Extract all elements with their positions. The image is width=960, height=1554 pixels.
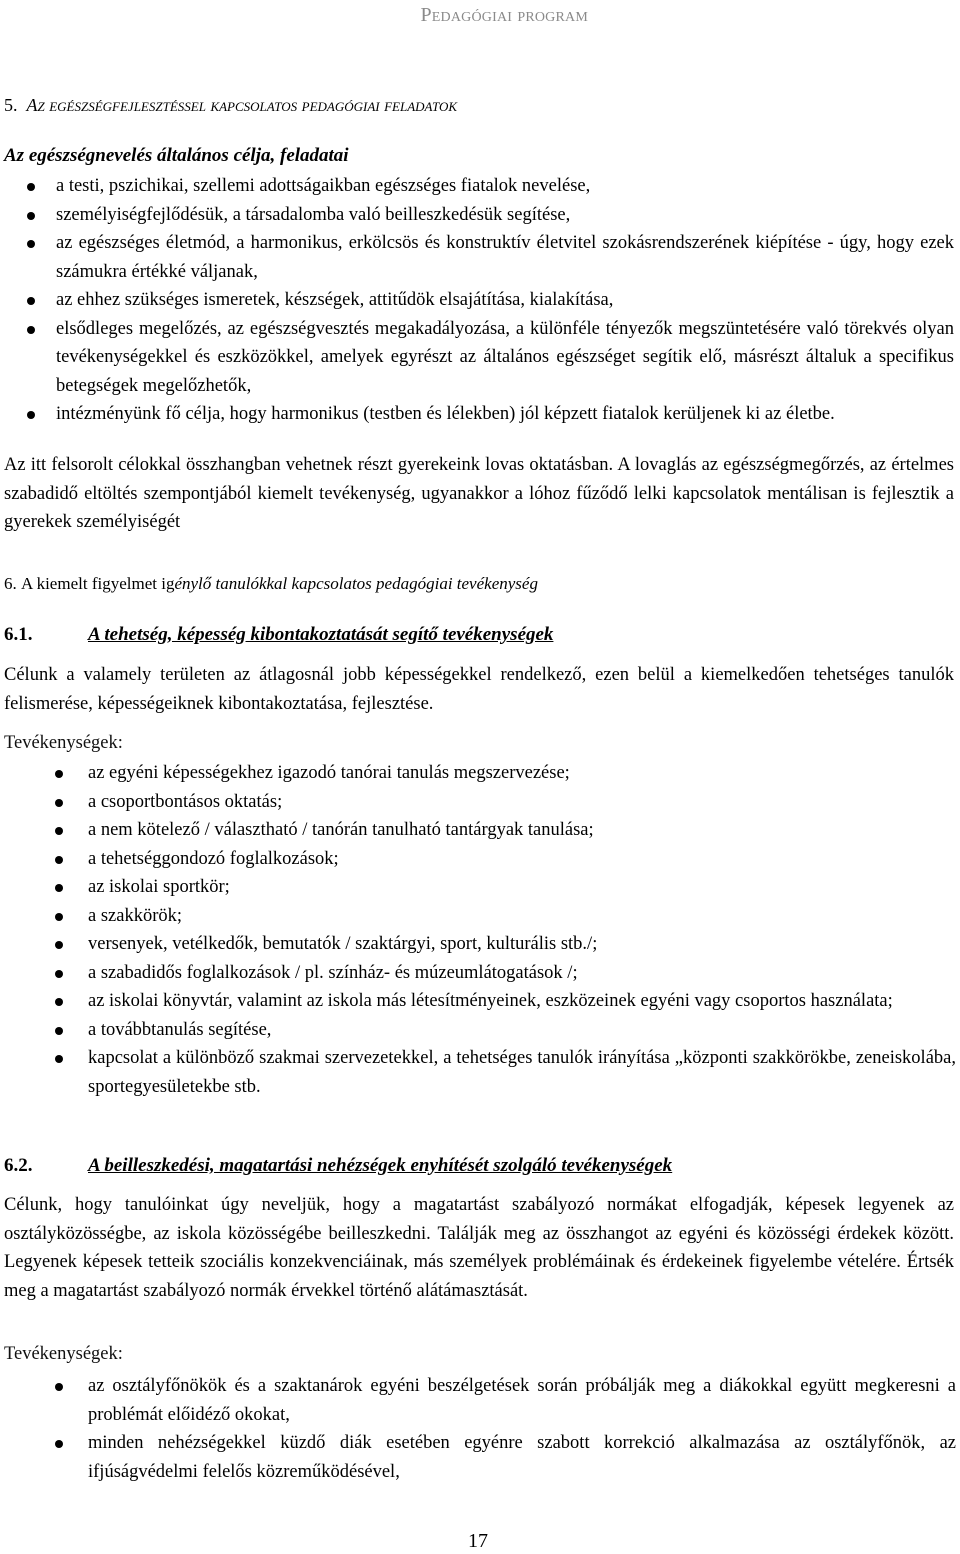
section-5-number: 5. [4, 95, 18, 115]
section-5-bullet-list [0, 172, 960, 429]
bullet-icon [55, 827, 63, 835]
bullet-icon [27, 297, 35, 305]
section-6-2-activity-list [0, 1372, 960, 1486]
section-6-2-activities-label: Tevékenységek: [4, 1344, 123, 1364]
section-6-heading [4, 574, 538, 594]
list-item: az iskolai sportkör; [0, 873, 960, 902]
list-item: a szabadidős foglalkozások / pl. színház- és múzeumlátogatások /; [0, 959, 960, 988]
section-6-1-title: A tehetség, képesség kibontakoztatását segítő tevékenységek [88, 624, 554, 645]
bullet-icon [55, 941, 63, 949]
section-6-2-number: 6.2. [4, 1155, 33, 1176]
list-item: az ehhez szükséges ismeretek, készségek, attitűdök elsajátítása, kialakítása, [0, 286, 960, 315]
section-6-1-activity-list [0, 759, 960, 1101]
bullet-icon [27, 411, 35, 419]
bullet-icon [55, 970, 63, 978]
bullet-icon [27, 240, 35, 248]
bullet-icon [55, 884, 63, 892]
bullet-icon [55, 799, 63, 807]
page-number: 17 [468, 1530, 488, 1552]
list-item: a testi, pszichikai, szellemi adottságaikban egészséges fiatalok nevelése, [0, 172, 960, 201]
section-6-title-italic: énylő tanulókkal kapcsolatos pedagógiai tevékenység [174, 574, 538, 593]
list-item: intézményünk fő célja, hogy harmonikus (testben és lélekben) jól képzett fiatalok kerüljenek ki az életbe. [0, 400, 960, 429]
list-item: a nem kötelező / választható / tanórán tanulható tantárgyak tanulása; [0, 816, 960, 845]
list-item: a csoportbontásos oktatás; [0, 788, 960, 817]
list-item: az egészséges életmód, a harmonikus, erkölcsös és konstruktív életvitel szokásrendszerének kiépítése - úgy, hogy ezek számukra értékké váljanak, [0, 229, 960, 286]
list-item: az egyéni képességekhez igazodó tanórai tanulás megszervezése; [0, 759, 960, 788]
bullet-icon [27, 183, 35, 191]
list-item: személyiségfejlődésük, a társadalomba való beilleszkedésük segítése, [0, 201, 960, 230]
section-6-1-activities-label: Tevékenységek: [4, 733, 123, 753]
list-item: minden nehézségekkel küzdő diák esetében egyénre szabott korrekció alkalmazása az osztályfőnök, az ifjúságvédelmi felelős közreműködésével, [0, 1429, 960, 1486]
running-header: Pedagógiai program [420, 4, 588, 26]
list-item: elsődleges megelőzés, az egészségvesztés megakadályozása, a különféle tényezők megszüntetésére való törekvés olyan tevékenységekkel és eszközökkel, amelyek egyrészt az általános egészséget segítik elő, másrészt általuk a specifikus betegségek megelőzhetők, [0, 315, 960, 401]
bullet-icon [55, 913, 63, 921]
bullet-icon [55, 998, 63, 1006]
section-5-heading [4, 95, 457, 116]
list-item: az osztályfőnökök és a szaktanárok egyéni beszélgetések során próbálják meg a diákokkal együtt megkeresni a problémát előidéző okokat, [0, 1372, 960, 1429]
section-5-title: Az egészségfejlesztéssel kapcsolatos pedagógiai feladatok [26, 95, 458, 115]
bullet-icon [55, 770, 63, 778]
section-6-1-number: 6.1. [4, 624, 33, 645]
section-6-2-paragraph: Célunk, hogy tanulóinkat úgy neveljük, hogy a magatartást szabályozó normákat elfogadják, képesek legyenek az osztályközösségbe, az iskola közösségébe beilleszkedni. Találják meg az összhangot az egyéni és közösségi érdekek között. Legyenek képesek tetteik szociális konzekvenciáinak, más személyek problémáinak és érdekeinek figyelembe vételére. Értsék meg a magatartást szabályozó normák érvekkel történő alátámasztását. [4, 1195, 954, 1301]
bullet-icon [55, 1440, 63, 1448]
section-6-title-plain: A kiemelt figyelmet ig [21, 574, 175, 593]
section-6-2-heading [4, 1155, 672, 1177]
bullet-icon [27, 212, 35, 220]
bullet-icon [55, 856, 63, 864]
section-6-number: 6. [4, 574, 17, 593]
list-item: a továbbtanulás segítése, [0, 1016, 960, 1045]
bullet-icon [55, 1055, 63, 1063]
list-item: a tehetséggondozó foglalkozások; [0, 845, 960, 874]
section-6-2-title: A beilleszkedési, magatartási nehézségek enyhítését szolgáló tevékenységek [88, 1155, 673, 1176]
list-item: versenyek, vetélkedők, bemutatók / szaktárgyi, sport, kulturális stb./; [0, 930, 960, 959]
list-item: kapcsolat a különböző szakmai szervezetekkel, a tehetséges tanulók irányítása „központi szakkörökbe, zeneiskolába, sportegyesületekbe stb. [0, 1044, 960, 1101]
bullet-icon [55, 1027, 63, 1035]
bullet-icon [27, 326, 35, 334]
section-5-subtitle: Az egészségnevelés általános célja, feladatai [4, 145, 349, 166]
section-6-1-paragraph: Célunk a valamely területen az átlagosnál jobb képességekkel rendelkező, ezen belül a kiemelkedően tehetséges tanulók felismerése, képességeiknek kibontakoztatása, fejlesztése. [4, 665, 954, 714]
section-6-1-heading [4, 624, 553, 646]
section-5-paragraph: Az itt felsorolt célokkal összhangban vehetnek részt gyerekeink lovas oktatásban. A lovaglás az egészségmegőrzés, az értelmes szabadidő eltöltés szempontjából kiemelt tevékenység, ugyanakkor a lóhoz fűződő lelki kapcsolatok mentálisan is fejlesztik a gyerekek személyiségét [4, 455, 954, 532]
bullet-icon [55, 1383, 63, 1391]
list-item: az iskolai könyvtár, valamint az iskola más létesítményeinek, eszközeinek egyéni vagy csoportos használata; [0, 987, 960, 1016]
list-item: a szakkörök; [0, 902, 960, 931]
